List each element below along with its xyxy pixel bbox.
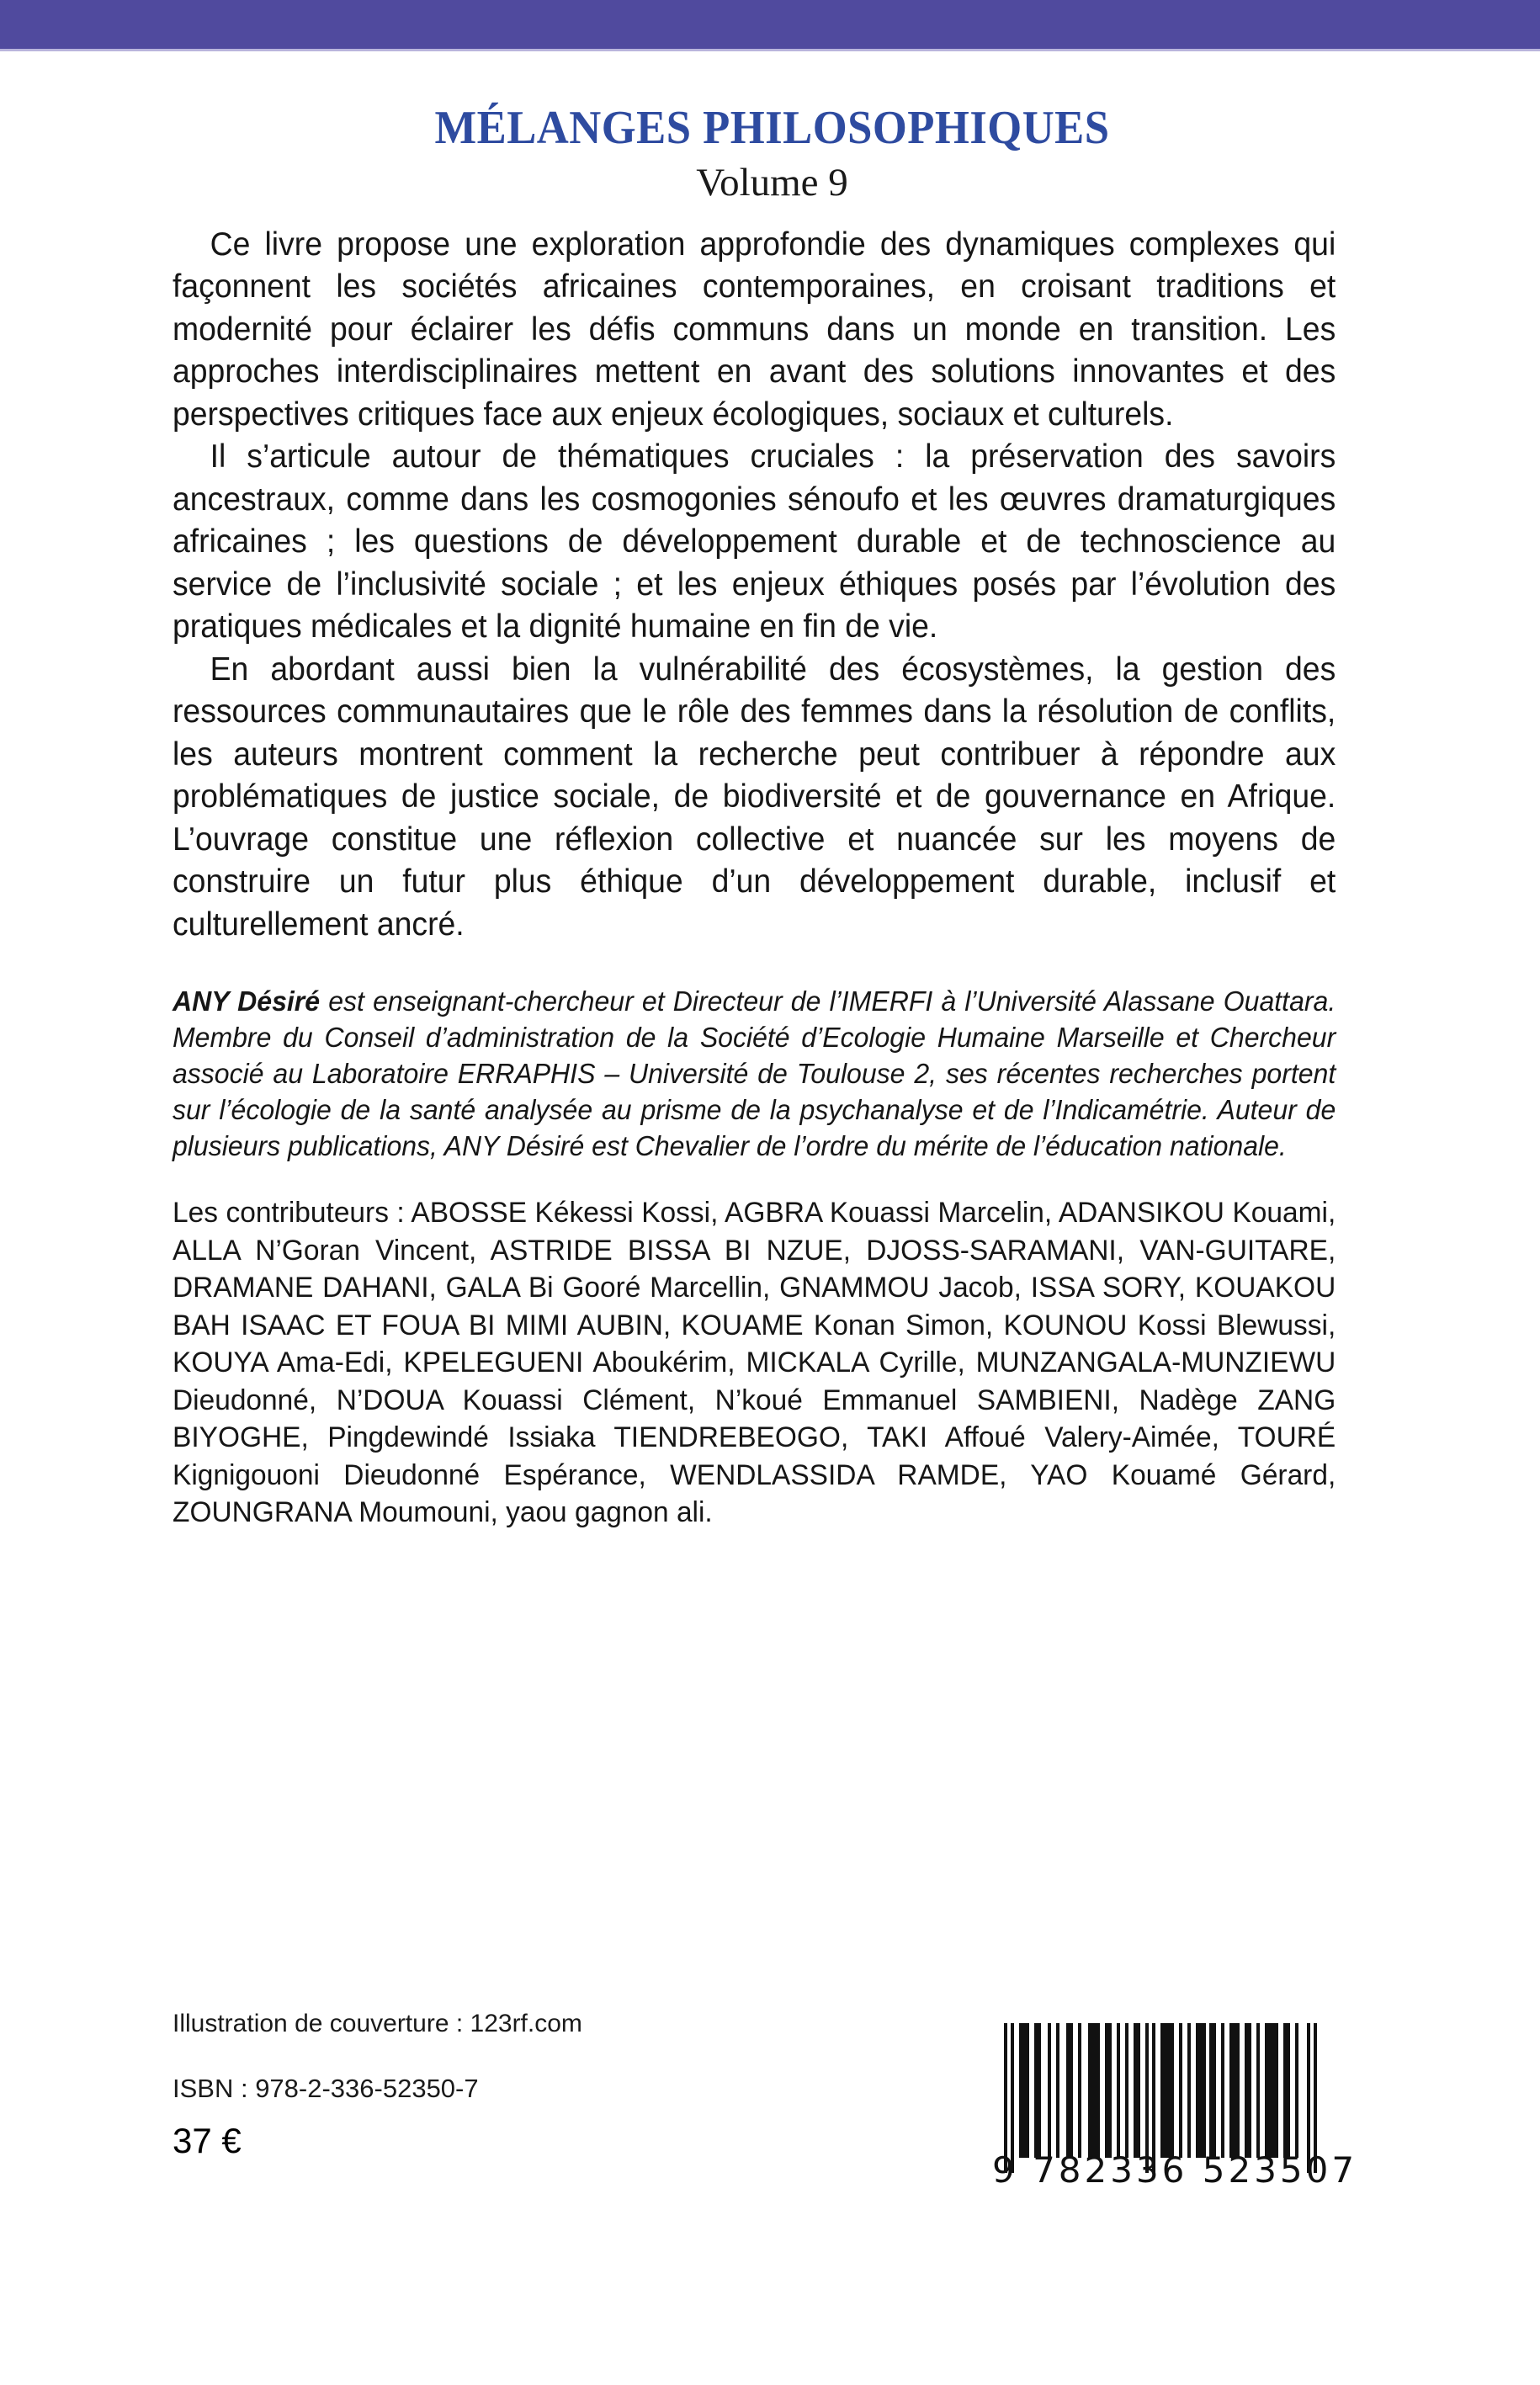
barcode-number: 9 782336 523507 [992,2149,1358,2191]
blurb-paragraph: En abordant aussi bien la vulnérabilité des écosystèmes, la gestion des ressources communautaires que le rôle des femmes dans la résolution de conflits, les auteurs montrent comment la recherche peut contribuer à répondre aux problématiques de justice sociale, de biodiversité et de gouvernance en Afrique. L’ouvrage constitue une réflexion collective et nuancée sur les moyens de construire un futur plus éthique d’un développement durable, inclusif et culturellement ancré. [173,651,1336,943]
author-name: ANY Désiré [173,985,321,1017]
price-line: 37 € [173,2121,242,2160]
isbn-barcode-block [989,2023,1358,2191]
footer-block [173,2010,930,2161]
title-block [173,104,1372,205]
author-biography [173,983,1336,1164]
contributors-list: Les contributeurs : ABOSSE Kékessi Kossi, AGBRA Kouassi Marcelin, ADANSIKOU Kouami, ALLA N’Goran Vincent, ASTRIDE BISSA BI NZUE, DJOSS-SARAMANI, VAN-GUITARE, DRAMANE DAHANI, GALA Bi Gooré Marcellin, GNAMMOU Jacob, ISSA SORY, KOUAKOU BAH ISAAC ET FOUA BI MIMI AUBIN, KOUAME Konan Simon, KOUNOU Kossi Blewussi, KOUYA Ama-Edi, KPELEGUENI Aboukérim, MICKALA Cyrille, MUNZANGALA-MUNZIEWU Dieudonné, N’DOUA Kouassi Clément, N’koué Emmanuel SAMBIENI, Nadège ZANG BIYOGHE, Pingdewindé Issiaka TIENDREBEOGO, TAKI Affoué Valery-Aimée, TOURÉ Kignigouoni Dieudonné Espérance, WENDLASSIDA RAMDE, YAO Kouamé Gérard, ZOUNGRANA Moumouni, yaou gagnon ali. [173,1197,1336,1529]
blurb-paragraph: Ce livre propose une exploration approfondie des dynamiques complexes qui façonnent les sociétés africaines contemporaines, en croisant traditions et modernité pour éclairer les défis communs dans un monde en transition. Les approches interdisciplinaires mettent en avant des solutions innovantes et des perspectives critiques face aux enjeux écologiques, sociaux et culturels. [173,226,1336,433]
top-purple-band [0,0,1540,49]
author-bio-text: est enseignant-chercheur et Directeur de l’IMERFI à l’Université Alassane Ouattara. Membre du Conseil d’administration de la Société d’Ecologie Humaine Marseille et Chercheur associé au Laboratoire ERRAPHIS – Université de Toulouse 2, ses récentes recherches portent sur l’écologie de la santé analysée au prisme de la psychanalyse et de l’Indicamétrie. Auteur de plusieurs publications, ANY Désiré est Chevalier de l’ordre du mérite de l’éducation nationale. [173,985,1336,1162]
blurb-section [173,224,1372,947]
isbn-line: ISBN : 978-2-336-52350-7 [173,2074,479,2103]
book-volume: Volume 9 [696,160,848,205]
illustration-credit: Illustration de couverture : 123rf.com [173,2010,582,2037]
back-cover-content [173,51,1372,1532]
blurb-paragraph: Il s’articule autour de thématiques cruciales : la préservation des savoirs ancestraux, comme dans les cosmogonies sénoufo et les œuvres dramaturgiques africaines ; les questions de développement durable et de technoscience au service de l’inclusivité sociale ; et les enjeux éthiques posés par l’évolution des pratiques médicales et la dignité humaine en fin de vie. [173,438,1336,645]
book-title: MÉLANGES PHILOSOPHIQUES [434,102,1110,154]
